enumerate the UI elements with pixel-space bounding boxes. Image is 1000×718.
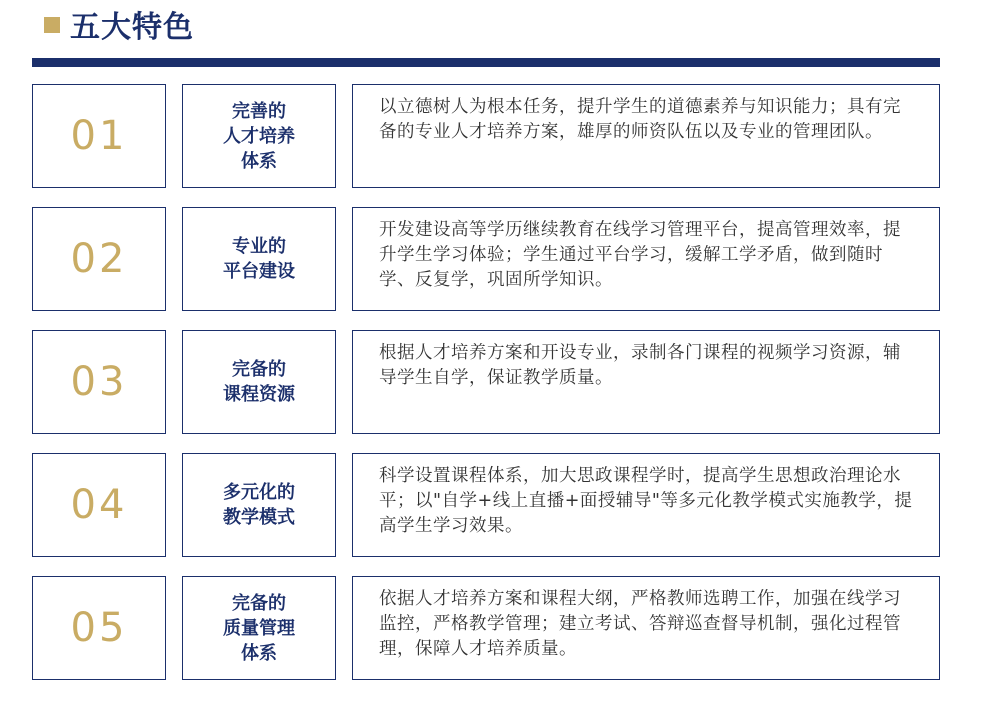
feature-number-box <box>32 207 166 311</box>
feature-description: 依据人才培养方案和课程大纲，严格教师选聘工作，加强在线学习监控，严格教学管理；建立考试、答辩巡查督导机制，强化过程管理，保障人才培养质量。 <box>379 589 901 659</box>
feature-number: 03 <box>70 359 128 405</box>
feature-title <box>223 99 295 174</box>
feature-row <box>0 84 1000 190</box>
header-divider <box>32 58 940 67</box>
feature-row <box>0 207 1000 313</box>
feature-row <box>0 576 1000 682</box>
feature-description: 开发建设高等学历继续教育在线学习管理平台，提高管理效率，提升学生学习体验；学生通过平台学习，缓解工学矛盾，做到随时学、反复学，巩固所学知识。 <box>379 220 901 290</box>
feature-title <box>223 357 295 407</box>
feature-description: 以立德树人为根本任务，提升学生的道德素养与知识能力；具有完备的专业人才培养方案，雄厚的师资队伍以及专业的管理团队。 <box>379 97 901 142</box>
feature-title-box <box>182 576 336 680</box>
feature-title-line: 课程资源 <box>223 384 295 405</box>
feature-description: 根据人才培养方案和开设专业，录制各门课程的视频学习资源，辅导学生自学，保证教学质量。 <box>379 343 901 388</box>
bullet-square-icon <box>44 17 60 33</box>
feature-title-line: 完善的 <box>232 100 286 122</box>
feature-title-box <box>182 453 336 557</box>
feature-title-box <box>182 84 336 188</box>
feature-number-box <box>32 576 166 680</box>
feature-number: 05 <box>70 605 128 651</box>
feature-number: 01 <box>70 113 128 159</box>
feature-title-line: 人才培养 <box>223 125 295 147</box>
feature-row <box>0 330 1000 436</box>
feature-description-box <box>352 453 940 557</box>
feature-row <box>0 453 1000 559</box>
feature-title-line: 完备的 <box>232 592 286 614</box>
feature-description-box <box>352 330 940 434</box>
feature-title <box>223 591 295 666</box>
feature-number-box <box>32 453 166 557</box>
feature-title-line: 专业的 <box>232 236 286 257</box>
feature-title-line: 体系 <box>241 642 277 664</box>
feature-description: 科学设置课程体系，加大思政课程学时，提高学生思想政治理论水平；以"自学+线上直播+面授辅导"等多元化教学模式实施教学，提高学生学习效果。 <box>379 466 913 536</box>
page-title: 五大特色 <box>70 10 194 45</box>
feature-title-box <box>182 207 336 311</box>
feature-description-box <box>352 576 940 680</box>
feature-description-box <box>352 207 940 311</box>
feature-title <box>223 480 295 530</box>
feature-number-box <box>32 330 166 434</box>
feature-title-line: 质量管理 <box>223 617 295 639</box>
feature-title-line: 平台建设 <box>223 261 295 282</box>
feature-title-line: 多元化的 <box>223 482 295 503</box>
feature-title <box>223 234 295 284</box>
feature-title-box <box>182 330 336 434</box>
feature-title-line: 教学模式 <box>223 507 295 528</box>
section-header <box>44 6 194 45</box>
feature-title-line: 体系 <box>241 150 277 172</box>
feature-number: 02 <box>70 236 128 282</box>
feature-description-box <box>352 84 940 188</box>
feature-title-line: 完备的 <box>232 359 286 380</box>
feature-number: 04 <box>70 482 128 528</box>
feature-number-box <box>32 84 166 188</box>
